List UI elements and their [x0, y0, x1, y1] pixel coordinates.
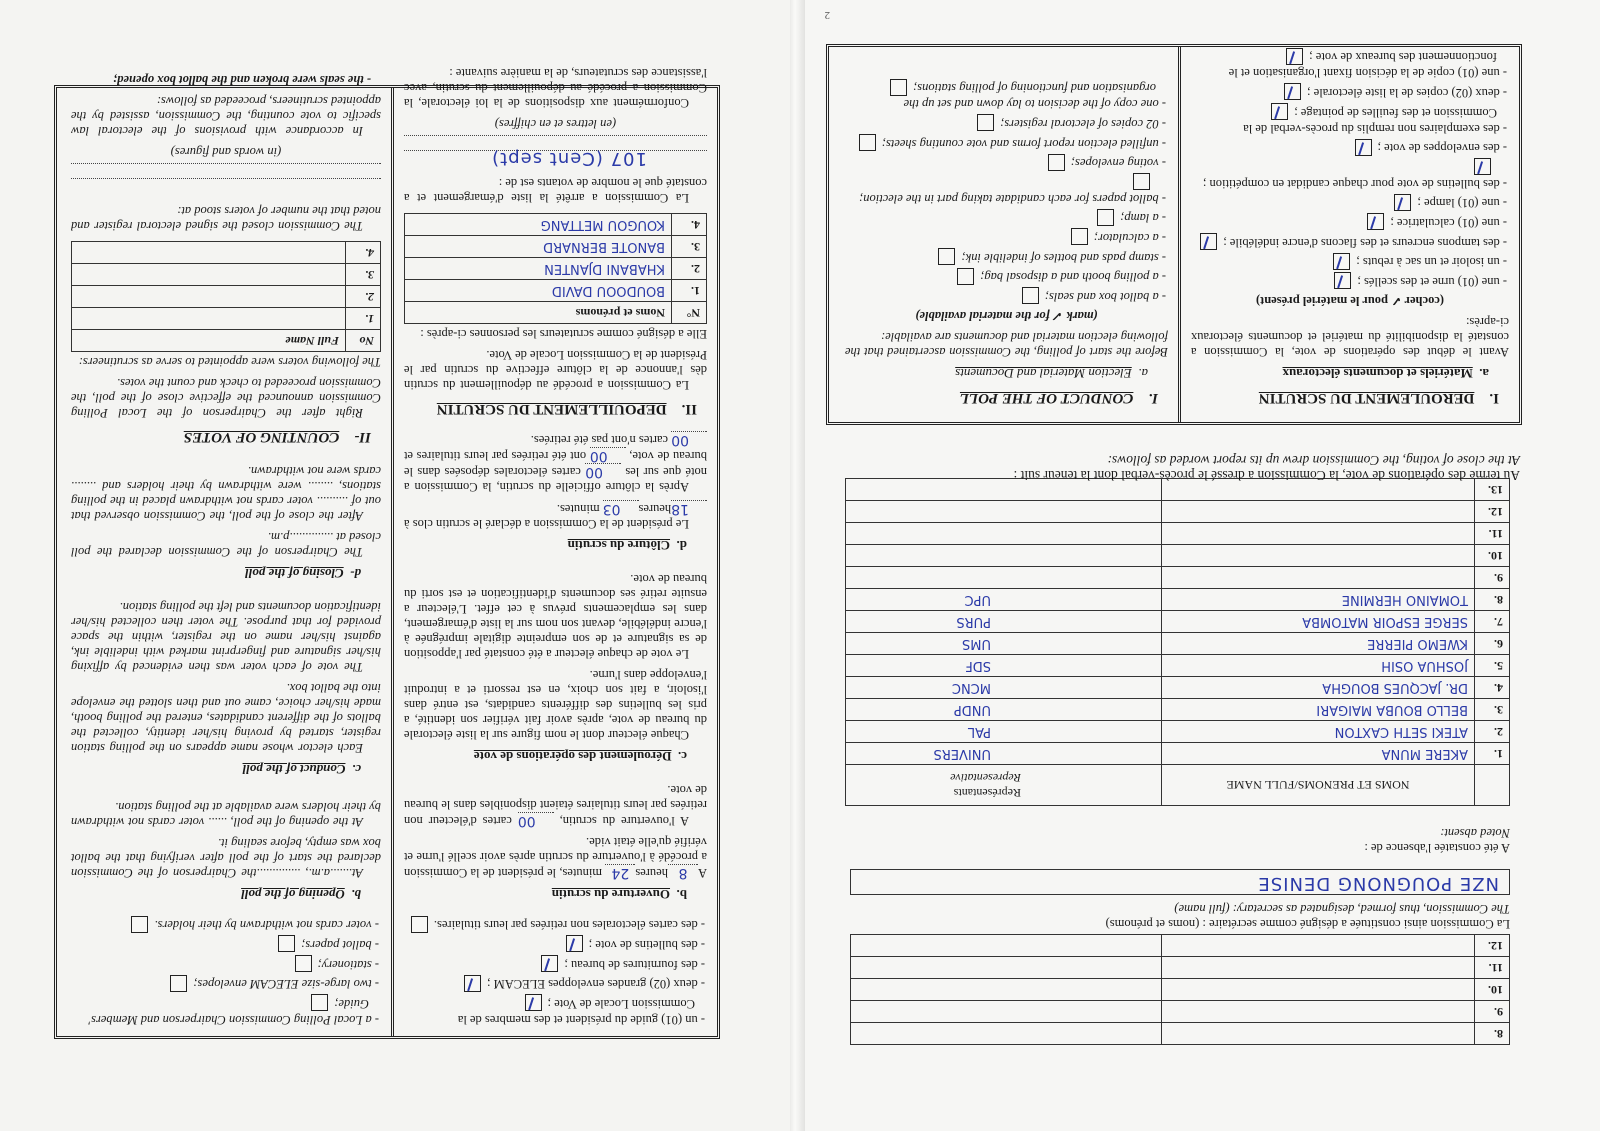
page-three-frame [54, 65, 720, 1039]
checklist-item: - a calculator; [845, 229, 1168, 247]
checklist-item: - des fournitures de bureau ; [404, 955, 707, 973]
table-row: 9. [846, 567, 1510, 589]
checklist-item: - des cartes électorales non retirées par leurs titulaires. [404, 916, 707, 934]
checklist-item: - un (01) guide du président et des membres de la Commission Locale de Vote ; [404, 994, 707, 1028]
table-header-row [846, 765, 1510, 806]
checklist-item: - a polling booth and a disposal bag; [845, 268, 1168, 286]
checklist-item: - a Local Polling Commission Chairperson and Members' Guide; [71, 994, 381, 1028]
absence-label-fr: A été constatée l'absence de : [1364, 841, 1510, 855]
checkbox-unchecked[interactable] [1048, 154, 1065, 171]
scrutineers-table-en: No Full Name 1. 2. 3. 4. [71, 241, 381, 352]
checklist-item: - 02 copies of electoral registers; [845, 114, 1168, 132]
members-table-continued [850, 934, 1510, 1045]
secretary-prompt-fr: La Commission ainsi constituée a désigné comme secrétaire : (noms et prénoms) [1105, 917, 1510, 931]
checkbox-unchecked[interactable] [890, 79, 907, 96]
checklist-item: - des exemplaires non remplis du procès-verbal de la Commission et des feuilles de pointage ; [1191, 103, 1509, 137]
checklist-item: - ballot papers; [71, 936, 381, 954]
table-row: 13. [846, 479, 1510, 501]
closing-hour-field: 18 [671, 500, 707, 516]
secretary-block [850, 817, 1510, 931]
page-three [0, 0, 790, 1131]
checkbox-checked[interactable] [464, 975, 481, 992]
table-row: 10. [851, 979, 1510, 1001]
table-row: 4. [72, 241, 381, 263]
table-row: 3. [72, 263, 381, 285]
checkbox-unchecked[interactable] [1097, 209, 1114, 226]
checkbox-checked[interactable] [1333, 253, 1350, 270]
table-row: 4. DR. JACQUES BOUGHA MCNC [846, 677, 1510, 699]
absence-label-en: Noted absent: [1440, 826, 1510, 840]
voters-count-field [404, 147, 707, 169]
scrutineers-table-fr: N° Noms et prénoms 1. BOUDOOU DAVID 2. KHABANI DJANTEN 3. BANOTE BERNARD 4. KOUGOU METTANG [404, 213, 707, 324]
section-title-fr: DEROULEMENT DU SCRUTIN [1258, 390, 1475, 406]
checklist-item: - stationery; [71, 955, 381, 973]
checkbox-checked[interactable] [1286, 48, 1303, 65]
checklist-item: - voter cards not withdrawn by their holders. [71, 916, 381, 934]
section-two-title-en: COUNTING OF VOTES [183, 428, 340, 445]
table-row: 3. BANOTE BERNARD [405, 235, 707, 257]
checkbox-unchecked[interactable] [938, 248, 955, 265]
checkbox-unchecked[interactable] [977, 114, 994, 131]
checklist-item: - une (01) lampe ; [1191, 194, 1509, 212]
table-row: 5. JOSHUA OSIH SDF [846, 655, 1510, 677]
checklist-item: - a lamp; [845, 209, 1168, 227]
checklist-item: - des tampons encreurs et des flacons d'encre indélébile ; [1191, 233, 1509, 251]
table-row: 1. BOUDOOU DAVID [405, 279, 707, 301]
table-row: 11. [846, 523, 1510, 545]
section-two-title-fr: DEPOUILLEMENT DU SCRUTIN [436, 400, 667, 417]
checklist-item: - a ballot box and seals; [845, 287, 1168, 305]
page-two [800, 0, 1600, 1131]
section-one-english: I. CONDUCT OF THE POLL a. Election Material and Documents Before the start of polling, the Commission ascertained that the following election material and documents are available: (mark ✓ for the material available) - a ballot box and seals; - a polling booth and a disposal bag; - stamp pads and bottles of indelible ink; - a calculator; - a lamp; - ballot papers for each candidate taking part in the election; - voting envelopes; - unfilled election report forms and vote counting sheets; - 02 copies of electoral registers; - one copy of the decision to lay down and set up the organisation and functioning of polling stations; [835, 47, 1178, 422]
col-header-representative: Représentants Representative [846, 765, 1162, 806]
report-intro-en: At the close of voting, the Commission drew up its report worded as follows: [1107, 453, 1520, 468]
opening-hour-field: 8 [668, 864, 698, 880]
report-intro [840, 453, 1520, 483]
page-three-french: - un (01) guide du président et des membres de la Commission Locale de Vote ; - deux (02) grandes enveloppes ELECAM ; - des fournitures de bureau ; - des bulletins de vote ; - des cartes électorales non retirées par leurs titulaires. b. Ouverture du scrutin A8heures24 minutes, le président de la Commission a procédé à l'ouverture du scrutin après avoir scellé l'urne et vérifié qu'elle était vide. A l'ouverture du scrutin, 00 cartes d'électeur non retirées par leurs titulaires étaient disponibles dans le bureau de vote. c. Déroulement des opérations de vote Chaque électeur dont le nom figure sur la liste électorale du bureau de vote, après avoir fait vérifier son identité, a pris les bulletins des différents candidats, est entré dans l'isoloir, a fait son choix, en est ressorti et a introduit l'enveloppe dans l'urne. Le vote de chaque électeur a été constaté par l'apposition de sa signature et de son empreinte digitale imprégnée à l'encre indélébile, devant son nom sur la liste d'émargement, dans les emplacements prévus à cet effet. L'électeur a ensuite retiré ses documents d'identification et est sorti du bureau de vote. d. Clôture du scrutin Le président de la Commission a déclaré le scrutin clos à 18heures03 minutes. Après la clôture officielle du scrutin, la Commission a noté que sur les 00 cartes électorales déposées dans le bureau de vote, 00 ont été retirées par leurs titulaires et 00 cartes n'ont pas été retirées. II. DEPOUILLEMENT DU SCRUTIN La Commission a procédé au dépouillement du scrutin dès l'annonce de la clôture effective du scrutin par le Président de la Commission Locale de Vote. Elle a désigné comme scrutateurs les personnes ci-après : N° Noms et prénoms 1. BOUDOOU DAVID 2. KHABANI DJANTEN 3. BANOTE BERNARD 4. KOUGOU METTANG La Commission a arrêté la liste d'émargement et a constaté que le nombre de votants est de : 107 (Cent sept) (en lettres et en chiffres) Conformément aux dispositions de la loi électorale, la Commission a procédé au dépouillement du scrutin, avec l'assistance des scrutateurs, de la manière suivante : [403, 65, 707, 1027]
secretary-name: NZE POUGNONG DENISE [1257, 873, 1499, 894]
checklist-item: - deux (02) grandes enveloppes ELECAM ; [404, 975, 707, 993]
checklist-item: - stamp pads and bottles of indelible ink; [845, 248, 1168, 266]
unclaimed-cards-field: 00 [518, 812, 554, 828]
checkbox-unchecked[interactable] [1133, 173, 1150, 190]
checkbox-checked[interactable] [1394, 194, 1411, 211]
checkbox-unchecked[interactable] [295, 955, 312, 972]
col-header-name: NOMS ET PRENOMS/FULL NAME [1162, 765, 1475, 806]
checkbox-checked[interactable] [1474, 158, 1491, 175]
checkbox-unchecked[interactable] [131, 916, 148, 933]
table-row: 3. BELLO BOUBA MAIGARI UNDP [846, 699, 1510, 721]
checkbox-unchecked[interactable] [1022, 287, 1039, 304]
table-row: 2. ATEKI SETH CAXTON PAL [846, 721, 1510, 743]
opening-minutes-field: 24 [605, 864, 635, 880]
checkbox-checked[interactable] [1355, 139, 1372, 156]
checklist-item: - des enveloppes de vote ; [1191, 139, 1509, 157]
checkbox-checked[interactable] [1334, 272, 1351, 289]
checklist-item: - une (01) copie de la décision fixant l'organisation et le fonctionnement des bureaux de vote ; [1191, 48, 1509, 82]
secretary-name-field [850, 869, 1510, 895]
table-row: 10. [846, 545, 1510, 567]
checkbox-unchecked[interactable] [311, 994, 328, 1011]
table-row: 1. [72, 307, 381, 329]
table-row: 12. [846, 501, 1510, 523]
checkbox-checked[interactable] [1284, 83, 1301, 100]
checkbox-checked[interactable] [566, 936, 583, 953]
checklist-item: - voting envelopes; [845, 154, 1168, 172]
checkbox-unchecked[interactable] [411, 916, 428, 933]
checkbox-checked[interactable] [1271, 103, 1288, 120]
checklist-item: - unfilled election report forms and vote counting sheets; [845, 134, 1168, 152]
representatives-table [845, 478, 1510, 806]
table-row: 1. AKERE MUNA UNIVERS [846, 743, 1510, 765]
checklist-item: - des bulletins de vote ; [404, 936, 707, 954]
table-row: 4. KOUGOU METTANG [405, 213, 707, 235]
section-one-frame [826, 44, 1522, 425]
table-row: 8. TOMAINO HERMINE UPC [846, 589, 1510, 611]
checklist-item: - une (01) urne et des scellés ; [1191, 272, 1509, 290]
checkbox-unchecked[interactable] [1071, 229, 1088, 246]
secretary-prompt-en: The Commission, thus formed, designated as secretary: (full name) [1174, 902, 1510, 916]
checklist-item: - two large-size ELECAM envelopes; [71, 975, 381, 993]
closing-minutes-field: 03 [603, 500, 639, 516]
checkbox-checked[interactable] [1200, 233, 1217, 250]
table-row: 8. [851, 1023, 1510, 1045]
section-title-en: CONDUCT OF THE POLL [959, 390, 1134, 406]
unclaimed-cards-paragraph-fr: A l'ouverture du scrutin, 00 cartes d'électeur non retirées par leurs titulaires étaient disponibles dans le bureau de vote. [403, 782, 707, 829]
checklist-item: - des bulletins de vote pour chaque candidat en compétition ; [1191, 158, 1509, 192]
section-one-french: I. DEROULEMENT DU SCRUTIN a. Matériels et documents électoraux Avant le début des opérations de vote, la Commission a constaté la disponibilité du matériel et documents électoraux ci-après: (cocher ✓ pour le matériel présent) - une (01) urne et des scellés ; - un isoloir et un sac à rebuts ; - des tampons encreurs et des flacons d'encre indélébile ; - une (01) calculatrice ; - une (01) lampe ; - des bulletins de vote pour chaque candidat en compétition ; - des enveloppes de vote ; - des exemplaires non remplis du procès-verbal de la Commission et des feuilles de pointage ; - deux (02) copies de la liste électorale ; - une (01) copie de la décision fixant l'organisation et le fonctionnement des bureaux de vote ; [1181, 47, 1519, 422]
checkbox-unchecked[interactable] [278, 936, 295, 953]
table-row: 9. [851, 1001, 1510, 1023]
table-row: 12. [851, 935, 1510, 957]
checklist-item: - une (01) calculatrice ; [1191, 214, 1509, 232]
table-row: 6. KWEMO PIERRE UMS [846, 633, 1510, 655]
after-closing-paragraph-fr: Après la clôture officielle du scrutin, la Commission a noté que sur les 00 cartes électorales déposées dans le bureau de vote, 00 ont été retirées par leurs titulaires et 00 cartes n'ont pas été retirées. [403, 431, 707, 494]
table-row: 7. SERGE ESPOIR MATOMBA PURS [846, 611, 1510, 633]
page-three-english: - a Local Polling Commission Chairperson and Members' Guide; - two large-size ELECAM envelopes; - stationery; - ballot papers; - voter cards not withdrawn by their holders. b. Opening of the poll At.......a.m., ..............the Chairperson of the Commission declared the start of the poll after verifying that the ballot box was empty, before sealing it. At the opening of the poll, ...... voter cards not withdrawn by their holders were available at the polling station. c. Conduct of the poll Each elector whose name appears on the polling station register, started by proving his/her identity, collected the ballots of the different candidates, entered the polling booth, made his/her choice, came out and then slotted the envelope into the ballot box. The vote of each voter was then evidenced by affixing his/her signature and fingerprint marked with indelible ink, against his/her name on the register, within the space provided for that purpose. The voter then collected his/her identification documents and left the polling station. d- Closing of the poll The Chairperson of the Commission declared the poll closed at ..............p.m. After the close of the poll, the Commission observed that out of .......... voter cards not withdrawn placed in the polling stations, ........ were withdrawn by their holders and ........ cards were not withdrawn. II- COUNTING OF VOTES Right after the Chairperson of the Local Polling Commission announced the effective close of the poll, the Commission proceeded to check and count the votes. The following voters were appointed to serve as scrutineers: No Full Name 1. 2. 3. 4. The Commission closed the signed electoral register and noted that the number of voters stood at: (in words and figures) In accordance with provisions of the electoral law specific to vote counting, the Commission, assisted by the appointed scrutineers, proceeded as follows: - the seals were broken and the ballot box opened; [71, 72, 381, 1027]
checklist-item: - ballot papers for each candidate taking part in the election; [845, 173, 1168, 207]
table-row: 11. [851, 957, 1510, 979]
voters-count: 107 (Cent sept) [491, 147, 647, 169]
checkbox-checked[interactable] [1367, 214, 1384, 231]
checkbox-checked[interactable] [541, 955, 558, 972]
checklist-item: - deux (02) copies de la liste électorale ; [1191, 83, 1509, 101]
checkbox-unchecked[interactable] [170, 975, 187, 992]
checkbox-checked[interactable] [525, 994, 542, 1011]
closing-paragraph-fr: Le président de la Commission a déclaré le scrutin clos à 18heures03 minutes. [404, 500, 707, 531]
opening-paragraph-fr: A8heures24 minutes, le président de la Commission a procédé à l'ouverture du scrutin après avoir scellé l'urne et vérifié qu'elle était vide. [404, 834, 707, 881]
report-intro-fr: Au terme des opérations de vote, la Commission a dressé le procès-verbal dont la teneur suit : [1013, 468, 1520, 483]
page-number: 2 [824, 9, 830, 21]
checklist-item: - one copy of the decision to lay down and set up the organisation and functioning of polling stations; [845, 79, 1168, 113]
table-row: 2. KHABANI DJANTEN [405, 257, 707, 279]
checkbox-unchecked[interactable] [957, 268, 974, 285]
checkbox-unchecked[interactable] [859, 134, 876, 151]
checklist-item: - un isoloir et un sac à rebuts ; [1191, 253, 1509, 271]
table-row: 2. [72, 285, 381, 307]
